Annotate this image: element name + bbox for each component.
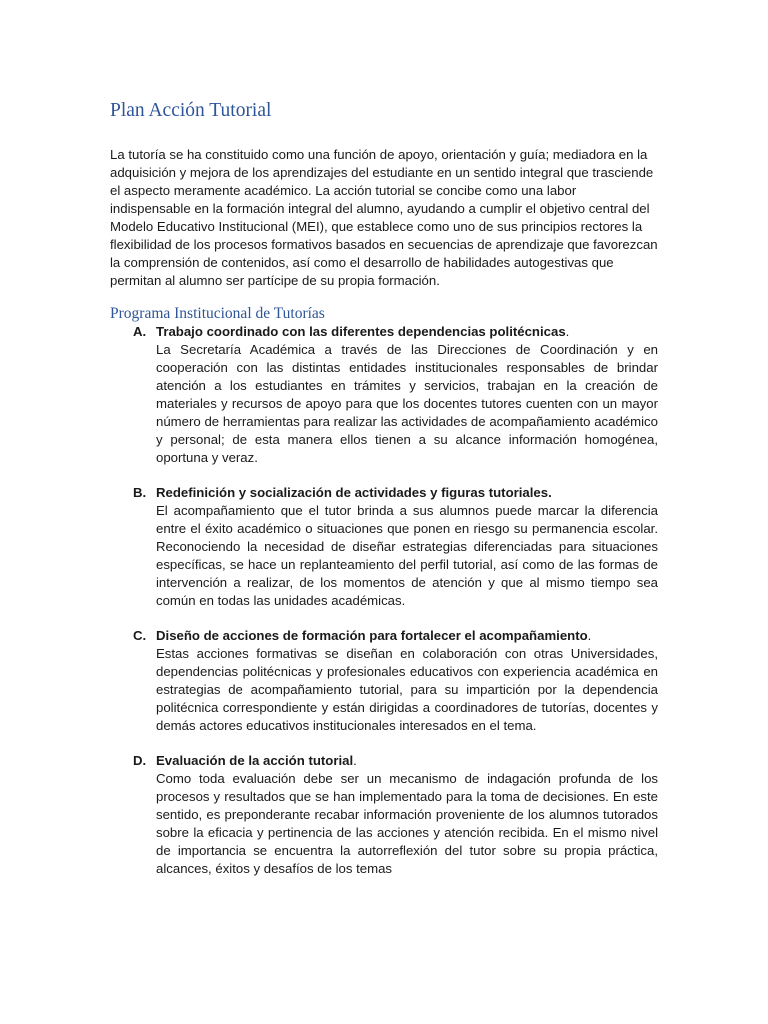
item-heading-text: Evaluación de la acción tutorial (156, 753, 354, 768)
list-item-c (110, 627, 658, 735)
document-page (110, 96, 658, 895)
item-heading-text: Diseño de acciones de formación para fortalecer el acompañamiento (156, 628, 588, 643)
section-list (110, 323, 658, 878)
list-item-a (110, 323, 658, 467)
item-heading (156, 484, 658, 502)
item-heading-punct: . (587, 628, 592, 643)
item-heading (156, 752, 658, 770)
list-marker: B. (133, 485, 147, 500)
item-body: Estas acciones formativas se diseñan en colaboración con otras Universidades, dependencias politécnicas y profesionales educativos con experiencia académica en estrategias de acompañamiento tutorial, para su impartición por la dependencia politécnica correspondiente y están dirigidas a coordinadores de tutorías, docentes y demás actores educativos institucionales interesados en el tema. (156, 646, 658, 733)
item-heading-text: Redefinición y socialización de actividades y figuras tutoriales. (156, 485, 552, 500)
item-heading (156, 627, 658, 645)
item-heading-text: Trabajo coordinado con las diferentes dependencias politécnicas (156, 324, 566, 339)
item-body: Como toda evaluación debe ser un mecanismo de indagación profunda de los procesos y resultados que se han implementado para la toma de decisiones. En este sentido, es preponderante recabar información proveniente de los alumnos tutorados sobre la eficacia y pertinencia de las acciones y atención recibida. En el mismo nivel de importancia se encuentra la autorreflexión del tutor sobre su propia práctica, alcances, éxitos y desafíos de los temas (156, 771, 658, 876)
list-marker: C. (133, 628, 147, 643)
intro-paragraph: La tutoría se ha constituido como una función de apoyo, orientación y guía; mediadora en la adquisición y mejora de los aprendizajes del estudiante en un sentido integral que trasciende el aspecto meramente académico. La acción tutorial se concibe como una labor indispensable en la formación integral del alumno, ayudando a cumplir el objetivo central del Modelo Educativo Institucional (MEI), que establece como uno de sus principios rectores la flexibilidad de los procesos formativos basados en secuencias de aprendizaje que favorezcan la comprensión de contenidos, así como el desarrollo de habilidades autogestivas que permitan al alumno ser partícipe de su propia formación. (110, 147, 658, 288)
list-marker: D. (133, 753, 147, 768)
document-title: Plan Acción Tutorial (110, 100, 272, 121)
section-title: Programa Institucional de Tutorías (110, 305, 325, 322)
list-marker: A. (133, 324, 147, 339)
list-item-d (110, 752, 658, 878)
item-heading-punct: . (565, 324, 570, 339)
item-body: La Secretaría Académica a través de las Direcciones de Coordinación y en cooperación con las distintas entidades institucionales responsables de brindar atención a los estudiantes en trámites y servicios, trabajan en la creación de materiales y recursos de apoyo para que los docentes tutores cuenten con un mayor número de herramientas para realizar las actividades de acompañamiento académico y personal; de esta manera ellos tienen a su alcance información homogénea, oportuna y veraz. (156, 342, 658, 465)
item-body: El acompañamiento que el tutor brinda a sus alumnos puede marcar la diferencia entre el éxito académico o situaciones que ponen en riesgo su permanencia escolar. Reconociendo la necesidad de diseñar estrategias diferenciadas para situaciones específicas, se hace un replanteamiento del perfil tutorial, así como de las formas de intervención a realizar, de los momentos de atención y que al mismo tiempo sea común en todas las unidades académicas. (156, 503, 658, 608)
item-heading (156, 323, 658, 341)
list-item-b (110, 484, 658, 610)
item-heading-punct: . (353, 753, 357, 768)
